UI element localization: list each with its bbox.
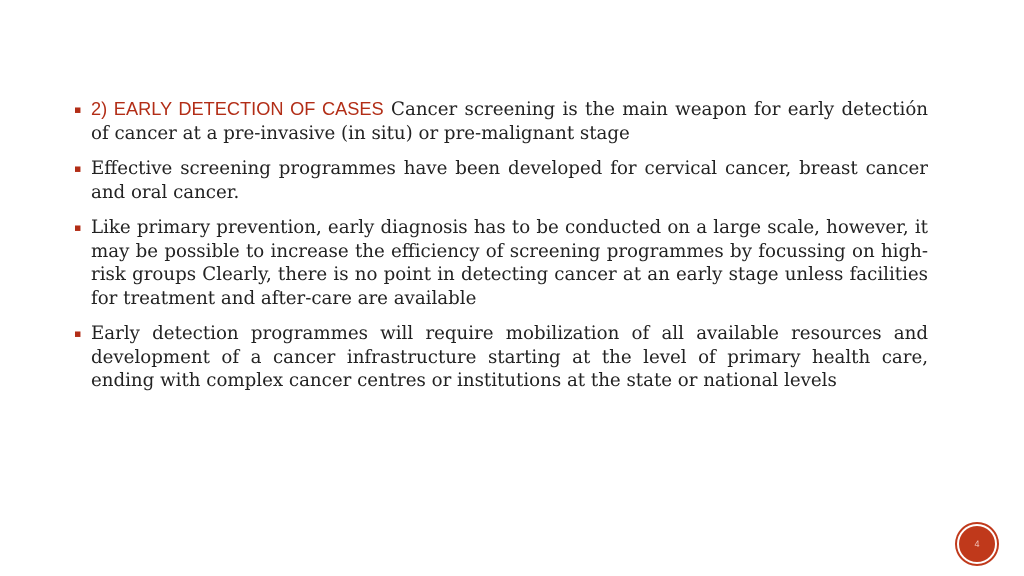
- bullet-item: [73, 322, 928, 393]
- bullet-square-icon: ▪: [74, 162, 82, 175]
- bullet-item: [73, 216, 928, 310]
- bullet-text: Early detection programmes will require mobilization of all available resources and development of a cancer infrastructure starting at the level of primary health care, ending with complex cancer centres or institutions at the state or national levels: [91, 323, 928, 391]
- bullet-item: [73, 98, 928, 145]
- bullet-text: Like primary prevention, early diagnosis has to be conducted on a large scale, however, it may be possible to increase the efficiency of screening programmes by focussing on high-risk groups Clearly, there is no point in detecting cancer at an early stage unless facilities for treatment and after-care are available: [91, 217, 928, 309]
- slide-content: [73, 98, 928, 405]
- bullet-square-icon: ▪: [74, 327, 82, 340]
- page-number: 4: [974, 539, 980, 549]
- page-number-badge: [957, 524, 997, 564]
- bullet-square-icon: ▪: [74, 221, 82, 234]
- bullet-text: Effective screening programmes have been developed for cervical cancer, breast cancer and oral cancer.: [91, 158, 928, 203]
- bullet-text: Cancer screening is the main weapon for early detectión of cancer at a pre-invasive (in situ) or pre-malignant stage: [91, 99, 928, 144]
- bullet-lead-text: 2) EARLY DETECTION OF CASES: [91, 99, 384, 119]
- bullet-item: [73, 157, 928, 204]
- bullet-square-icon: ▪: [74, 103, 82, 116]
- bullet-list: [73, 98, 928, 393]
